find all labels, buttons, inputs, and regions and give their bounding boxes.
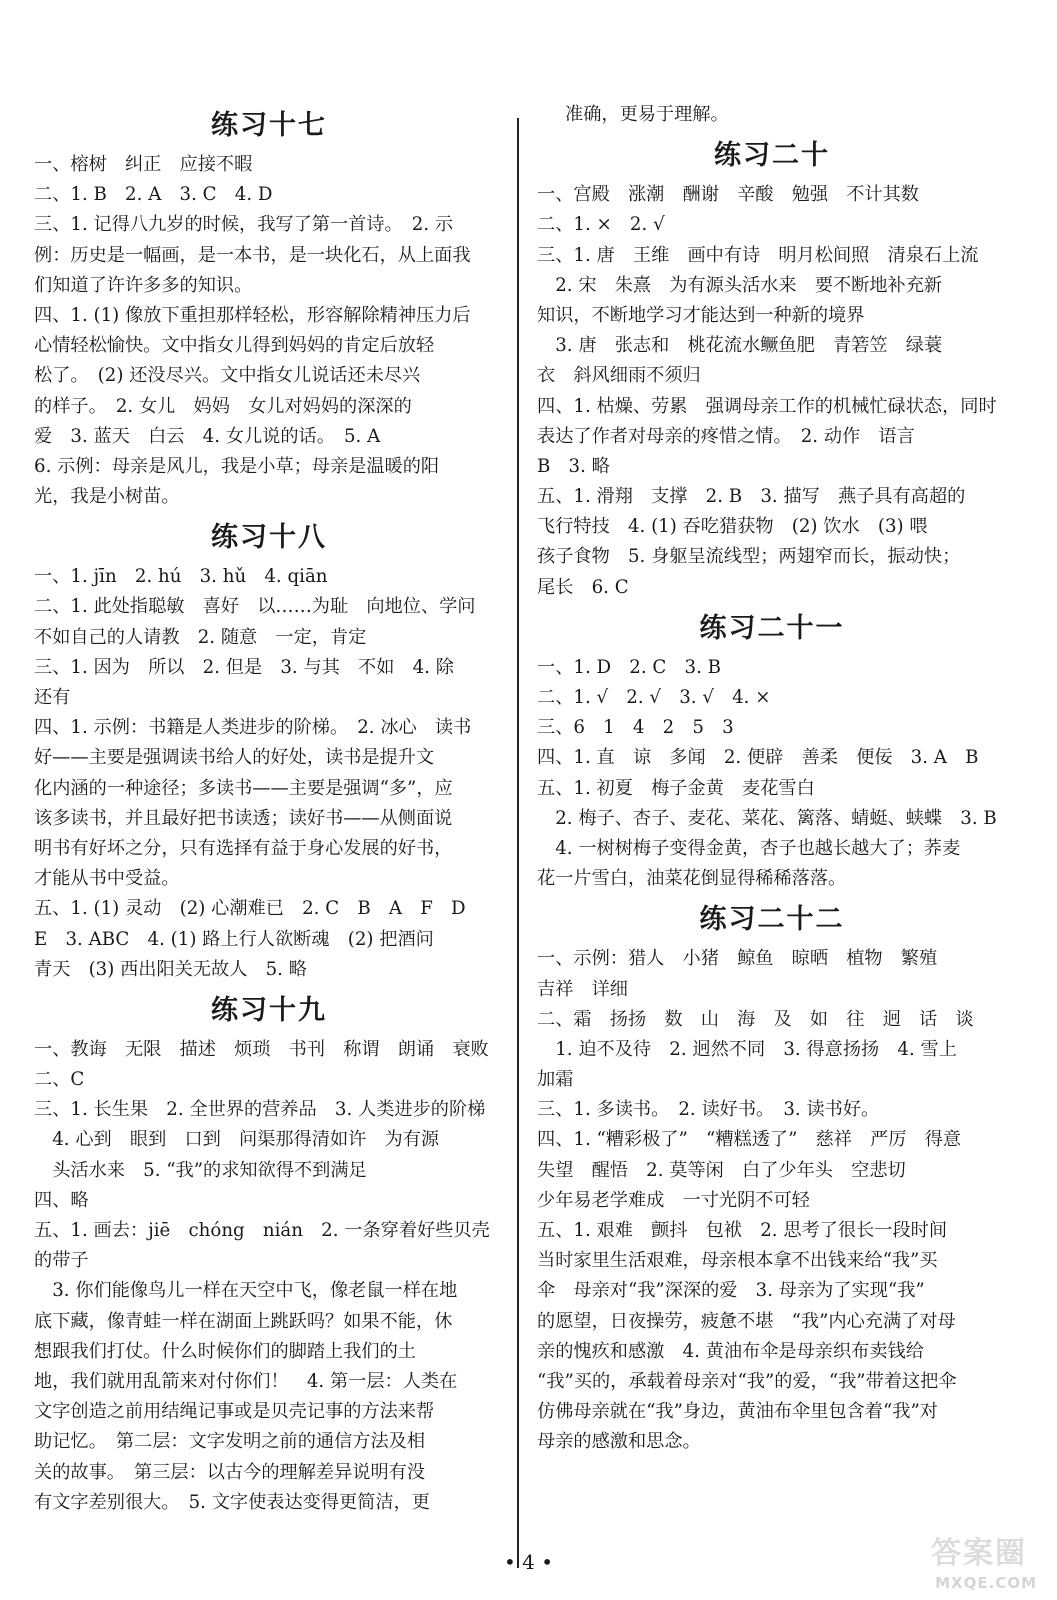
answer-line: 3. 你们能像鸟儿一样在天空中飞，像老鼠一样在地 bbox=[34, 1280, 458, 1302]
answer-line: 四、1. 直 谅 多闻 2. 便辟 善柔 便佞 3. A B bbox=[537, 747, 979, 769]
answer-line: 2. 梅子、杏子、麦花、菜花、篱落、蜻蜓、蛱蝶 3. B bbox=[537, 807, 997, 829]
answer-line: 底下藏，像青蛙一样在湖面上跳跃吗？如果不能，休 bbox=[34, 1310, 453, 1332]
answer-line: 头活水来 5. “我”的求知欲得不到满足 bbox=[34, 1159, 367, 1181]
answer-line: 五、1. 初夏 梅子金黄 麦花雪白 bbox=[537, 777, 815, 799]
watermark-glyphs: 答案圈 bbox=[931, 1536, 1027, 1571]
answer-line: 飞行特技 4. (1) 吞吃猎获物 (2) 饮水 (3) 喂 bbox=[537, 516, 928, 538]
answer-line: 孩子食物 5. 身躯呈流线型；两翅窄而长，振动快； bbox=[537, 546, 961, 568]
right-column bbox=[537, 100, 1007, 1458]
answer-line: 一、1. jīn 2. hú 3. hǔ 4. qiān bbox=[34, 566, 328, 588]
exercise-title: 练习二十一 bbox=[699, 612, 845, 644]
answer-line: 尾长 6. C bbox=[537, 576, 629, 598]
answer-line: 四、1. 示例：书籍是人类进步的阶梯。 2. 冰心 读书 bbox=[34, 717, 472, 739]
column-divider bbox=[517, 118, 519, 1568]
answer-line: 一、宫殿 涨潮 酬谢 辛酸 勉强 不计其数 bbox=[537, 184, 919, 206]
answer-line: 一、教诲 无限 描述 烦琐 书刊 称谓 朗诵 衰败 bbox=[34, 1038, 489, 1060]
answer-line: 明书有好坏之分，只有选择有益于身心发展的好书， bbox=[34, 837, 453, 859]
answer-line: 青天 (3) 西出阳关无故人 5. 略 bbox=[34, 958, 307, 980]
answer-line: 五、1. 滑翔 支撑 2. B 3. 描写 燕子具有高超的 bbox=[537, 486, 966, 508]
answer-line: 关的故事。 第三层：以古今的理解差异说明有没 bbox=[34, 1461, 426, 1483]
answer-line: 失望 醒悟 2. 莫等闲 白了少年头 空悲切 bbox=[537, 1159, 906, 1181]
answer-line: 准确，更易于理解。 bbox=[565, 104, 729, 125]
answer-line: 五、1. 画去：jiē chóng nián 2. 一条穿着好些贝壳 bbox=[34, 1220, 490, 1241]
answer-line: 三、6 1 4 2 5 3 bbox=[537, 717, 734, 739]
answer-line: 五、1. 艰难 颤抖 包袱 2. 思考了很长一段时间 bbox=[537, 1220, 948, 1241]
answer-line: “我”买的，承载着母亲对“我”的爱，“我”带着这把伞 bbox=[537, 1370, 957, 1392]
exercise-title: 练习十八 bbox=[211, 522, 327, 554]
answer-line: 四、1. (1) 像放下重担那样轻松，形容解除精神压力后 bbox=[34, 304, 471, 326]
answer-line: 三、1. 因为 所以 2. 但是 3. 与其 不如 4. 除 bbox=[34, 656, 454, 678]
answer-line: 例：历史是一幅画，是一本书，是一块化石，从上面我 bbox=[34, 244, 471, 266]
answer-line: 才能从书中受益。 bbox=[34, 868, 180, 890]
answer-line: 还有 bbox=[34, 687, 71, 708]
exercise-title: 练习二十 bbox=[714, 140, 830, 172]
watermark-logo bbox=[847, 1528, 1037, 1592]
answer-line: 仿佛母亲就在“我”身边，黄油布伞里包含着“我”对 bbox=[537, 1401, 938, 1423]
answer-line: 一、榕树 纠正 应接不暇 bbox=[34, 154, 253, 175]
answer-line: 有文字差别很大。 5. 文字使表达变得更简洁，更 bbox=[34, 1491, 430, 1513]
answer-line: 松了。 (2) 还没尽兴。文中指女儿说话还未尽兴 bbox=[34, 365, 421, 387]
answer-line: 助记忆。 第二层：文字发明之前的通信方法及相 bbox=[34, 1431, 426, 1453]
answer-line: 加霜 bbox=[537, 1069, 574, 1091]
answer-line: 亲的愧疚和感激 4. 黄油布伞是母亲织布卖钱给 bbox=[537, 1340, 924, 1362]
answer-line: 心情轻松愉快。文中指女儿得到妈妈的肯定后放轻 bbox=[34, 335, 435, 357]
answer-line: 1. 迫不及待 2. 迥然不同 3. 得意扬扬 4. 雪上 bbox=[537, 1038, 957, 1060]
answer-line: 地，我们就用乱箭来对付你们！ 4. 第一层：人类在 bbox=[34, 1370, 458, 1392]
answer-line: 一、1. D 2. C 3. B bbox=[537, 656, 722, 678]
answer-line: 的样子。 2. 女儿 妈妈 女儿对妈妈的深深的 bbox=[34, 395, 412, 417]
answer-line: 化内涵的一种途径；多读书——主要是强调“多”，应 bbox=[34, 777, 453, 799]
answer-line: 表达了作者对母亲的疼惜之情。 2. 动作 语言 bbox=[537, 425, 915, 447]
answer-line: 好——主要是强调读书给人的好处，读书是提升文 bbox=[34, 747, 435, 769]
answer-line: 三、1. 多读书。 2. 读好书。 3. 读书好。 bbox=[537, 1099, 880, 1121]
answer-line: 五、1. (1) 灵动 (2) 心潮难已 2. C B A F D bbox=[34, 898, 466, 920]
answer-line: 4. 心到 眼到 口到 问渠那得清如许 为有源 bbox=[34, 1129, 440, 1151]
answer-line: 吉祥 详细 bbox=[537, 978, 628, 1000]
answer-line: 二、1. 此处指聪敏 喜好 以……为耻 向地位、学问 bbox=[34, 596, 476, 618]
exercise-title: 练习十九 bbox=[211, 994, 327, 1026]
answer-line: 四、1. 枯燥、劳累 强调母亲工作的机械忙碌状态，同时 bbox=[537, 395, 997, 417]
exercise-title: 练习二十二 bbox=[699, 904, 845, 936]
answer-line: 的愿望，日夜操劳，疲惫不堪 “我”内心充满了对母 bbox=[537, 1310, 956, 1332]
answer-line: B 3. 略 bbox=[537, 455, 610, 477]
answer-line: 二、1. √ 2. √ 3. √ 4. × bbox=[537, 687, 771, 708]
answer-line: 想跟我们打仗。什么时候你们的脚踏上我们的土 bbox=[34, 1340, 416, 1362]
answer-line: 伞 母亲对“我”深深的爱 3. 母亲为了实现“我” bbox=[537, 1280, 925, 1302]
answer-line: 衣 斜风细雨不须归 bbox=[537, 365, 701, 387]
answer-line: 母亲的感激和思念。 bbox=[537, 1431, 701, 1453]
answer-line: 爱 3. 蓝天 白云 4. 女儿说的话。 5. A bbox=[34, 425, 381, 447]
answer-line: 文字创造之前用结绳记事或是贝壳记事的方法来帮 bbox=[34, 1401, 435, 1423]
answer-line: 二、1. × 2. √ bbox=[537, 214, 665, 236]
answer-line: 二、1. B 2. A 3. C 4. D bbox=[34, 184, 273, 206]
answer-line: 三、1. 长生果 2. 全世界的营养品 3. 人类进步的阶梯 bbox=[34, 1099, 486, 1121]
answer-line: 四、1. “糟彩极了” “糟糕透了” 慈祥 严厉 得意 bbox=[537, 1129, 962, 1151]
answer-line: 该多读书，并且最好把书读透；读好书——从侧面说 bbox=[34, 807, 453, 829]
answer-line: 二、C bbox=[34, 1069, 85, 1091]
answer-line: 们知道了许许多多的知识。 bbox=[34, 274, 253, 296]
page-number: • 4 • bbox=[503, 1550, 554, 1574]
answer-line: 当时家里生活艰难，母亲根本拿不出钱来给“我”买 bbox=[537, 1250, 938, 1272]
answer-line: 3. 唐 张志和 桃花流水鳜鱼肥 青箬笠 绿蓑 bbox=[537, 335, 943, 357]
answer-line: 光，我是小树苗。 bbox=[34, 486, 180, 508]
watermark-text: MXQE.COM bbox=[935, 1574, 1037, 1592]
answer-line: 二、霜 扬扬 数 山 海 及 如 往 迥 话 谈 bbox=[537, 1008, 974, 1030]
answer-line: 不如自己的人请教 2. 随意 一定，肯定 bbox=[34, 626, 367, 648]
answer-line: 4. 一树树梅子变得金黄，杏子也越长越大了；荞麦 bbox=[537, 837, 961, 859]
answer-line: 的带子 bbox=[34, 1250, 89, 1272]
answer-line: 知识，不断地学习才能达到一种新的境界 bbox=[537, 304, 865, 326]
exercise-title: 练习十七 bbox=[211, 110, 327, 141]
answer-line: 2. 宋 朱熹 为有源头活水来 要不断地补充新 bbox=[537, 274, 943, 296]
answer-line: 三、1. 记得八九岁的时候，我写了第一首诗。 2. 示 bbox=[34, 214, 454, 236]
answer-line: 6. 示例：母亲是风儿，我是小草；母亲是温暖的阳 bbox=[34, 455, 440, 477]
answer-line: E 3. ABC 4. (1) 路上行人欲断魂 (2) 把酒问 bbox=[34, 928, 434, 950]
left-column bbox=[34, 100, 504, 1518]
answer-line: 少年易老学难成 一寸光阴不可轻 bbox=[537, 1189, 810, 1211]
answer-line: 花一片雪白，油菜花倒显得稀稀落落。 bbox=[537, 868, 847, 890]
answer-line: 一、示例：猎人 小猪 鲸鱼 晾晒 植物 繁殖 bbox=[537, 948, 938, 970]
answer-line: 三、1. 唐 王维 画中有诗 明月松间照 清泉石上流 bbox=[537, 244, 979, 266]
answer-line: 四、略 bbox=[34, 1189, 89, 1211]
